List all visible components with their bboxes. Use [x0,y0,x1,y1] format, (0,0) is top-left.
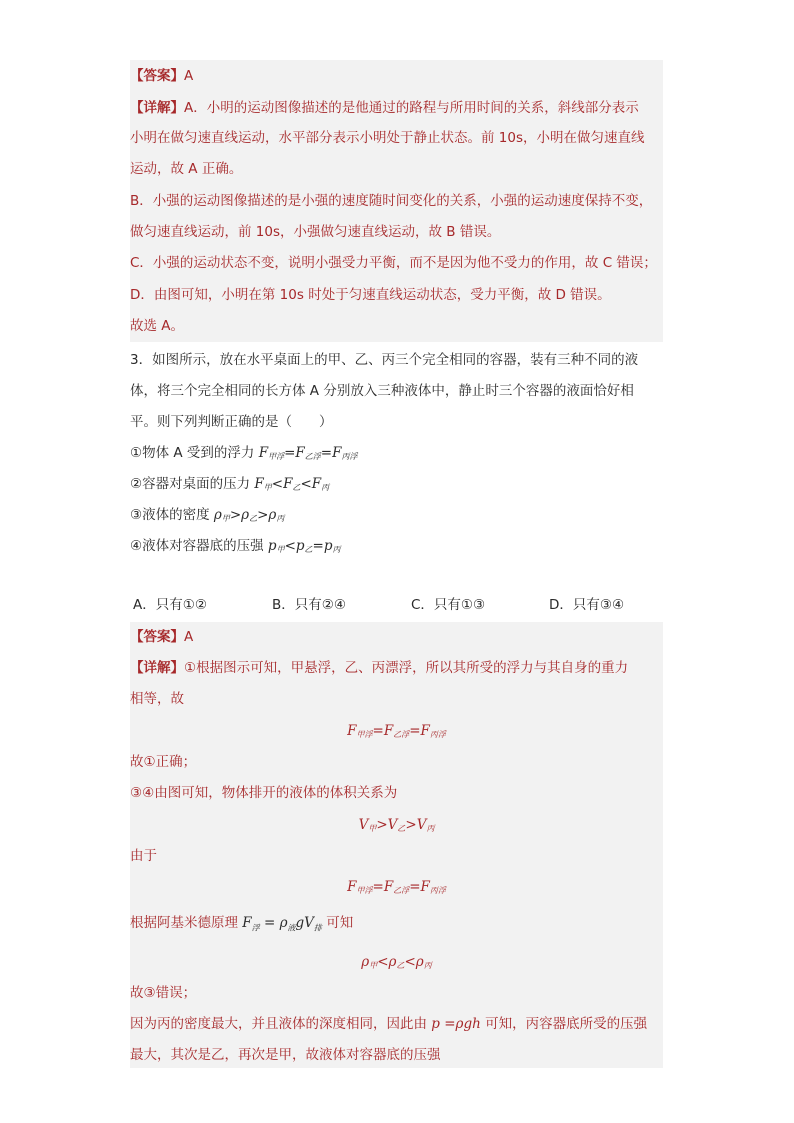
sym: ρ [388,954,397,970]
detail-line-7: D．由图可知，小明在第 10s 时处于匀速直线运动状态，受力平衡，故 D 错误。 [130,287,611,303]
op: > [229,507,242,523]
sub: 甲 [263,483,272,492]
sym: ρ [279,915,288,931]
op: > [405,817,417,833]
sub: 丙浮 [341,452,358,461]
detail-line-1 [130,98,639,118]
sub: 丙 [321,483,330,492]
sub: 乙浮 [393,886,410,895]
option-a[interactable]: A．只有①② [133,597,207,613]
sub: 丙 [276,514,285,523]
statement-4 [130,536,341,560]
sym: V [387,817,398,833]
sym: F [420,879,430,895]
sub: 浮 [251,923,260,933]
sub: 乙 [304,545,313,554]
sym: F [254,476,264,492]
detail-text-8a: 因为丙的密度最大，并且液体的深度相同，因此由 [130,1016,432,1032]
sub: 丙 [423,961,432,970]
sub: 乙浮 [393,730,410,739]
sym: p [323,538,333,554]
op: < [271,476,284,492]
sub: 丙 [426,824,435,833]
detail-text-6b: 可知 [321,915,354,931]
detail-line-4: B．小强的运动图像描述的是小强的速度随时间变化的关系，小强的运动速度保持不变， [130,193,653,209]
detail-text-8b: 可知，丙容器底所受的压强 [480,1016,648,1032]
statement-3-text: ③液体的密度 [130,507,214,523]
sym: ρ [213,507,222,523]
sym: F [311,476,322,492]
sub: 丙 [332,545,341,554]
op: = [409,723,421,739]
detail-line-4: ③④由图可知，物体排开的液体的体积关系为 [130,785,398,801]
detail-text-1: ①根据图示可知，甲悬浮，乙、丙漂浮，所以其所受的浮力与其自身的重力 [184,660,629,676]
answer-tag: 【答案】 [130,629,184,645]
formula-density [130,952,663,976]
sym: g [295,915,305,931]
answer-line [130,627,193,647]
sub: 乙 [396,961,405,970]
sub: 甲浮 [356,886,373,895]
op: > [257,507,269,523]
sym: ρ [415,954,424,970]
sym: F [383,879,394,895]
answer-block-2 [130,60,663,342]
sym: F [258,445,269,461]
sym: F [347,723,357,739]
op: < [284,538,296,554]
sym: ρ [361,954,370,970]
sub: 甲 [276,545,285,554]
sub: 乙浮 [304,452,321,461]
question-line-2: 体，将三个完全相同的长方体 A 分别放入三种液体中，静止时三个容器的液面恰好相 [130,383,634,399]
detail-line-3: 故①正确； [130,754,197,770]
option-b[interactable]: B．只有②④ [272,597,346,613]
answer-value: A [184,629,194,645]
op: = [320,445,333,461]
answer-value: A [184,68,194,84]
detail-line-3: 运动，故 A 正确。 [130,161,243,177]
statement-1-text: ①物体 A 受到的浮力 [130,445,259,461]
op: = [312,538,324,554]
formula-buoyancy-2 [130,877,663,901]
detail-line-7: 故③错误； [130,985,197,1001]
sym: F [383,723,394,739]
detail-line-8 [130,1014,647,1034]
pressure-formula: p =ρgh [431,1016,481,1032]
sub: 甲 [221,514,230,523]
sub: 甲 [368,824,377,833]
archimedes-formula: $F_浮 = \rho_液gV_排$ [242,915,322,933]
detail-tag: 【详解】 [130,100,184,116]
option-d[interactable]: D．只有③④ [549,597,625,613]
detail-text-1: A．小明的运动图像描述的是他通过的路程与所用时间的关系，斜线部分表示 [184,100,639,116]
sym: F [332,445,342,461]
op: = [372,723,384,739]
sub: 乙 [292,483,301,492]
sym: ρ [268,507,277,523]
detail-line-6 [130,913,353,939]
statement-1 [130,443,357,467]
detail-tag: 【详解】 [130,660,184,676]
sub: 液 [287,923,296,933]
sub: 乙 [249,514,258,523]
detail-line-6: C．小强的运动状态不变，说明小强受力平衡，而不是因为他不受力的作用，故 C 错误； [130,255,657,271]
sym: V [416,817,427,833]
detail-line-5: 由于 [130,848,157,864]
sym: ρ [241,507,250,523]
sub: 甲浮 [356,730,373,739]
answer-tag: 【答案】 [130,68,184,84]
sym: F [242,915,252,931]
formula-volume [130,815,663,839]
detail-line-1 [130,658,628,678]
detail-line-2: 小明在做匀速直线运动，水平部分表示小明处于静止状态。前 10s，小明在做匀速直线 [130,130,645,146]
statement-2 [130,474,329,498]
detail-line-8: 故选 A。 [130,318,185,334]
detail-line-9: 最大，其次是乙，再次是甲，故液体对容器底的压强 [130,1047,441,1063]
question-line-1: 3．如图所示，放在水平桌面上的甲、乙、丙三个完全相同的容器，装有三种不同的液 [130,352,639,368]
sym: F [295,445,305,461]
detail-text-6a: 根据阿基米德原理 [130,915,243,931]
op: = [372,879,384,895]
statement-2-text: ②容器对桌面的压力 [130,476,255,492]
sym: F [420,723,430,739]
op: > [376,817,388,833]
sub: 乙 [397,824,406,833]
sym: p [267,538,277,554]
formula-buoyancy-1 [130,721,663,745]
statement-4-text: ④液体对容器底的压强 [130,538,268,554]
op: < [377,954,389,970]
option-c[interactable]: C．只有①③ [411,597,486,613]
sym: V [358,817,369,833]
op: = [284,445,296,461]
sym: F [283,476,293,492]
sym: p [295,538,305,554]
detail-line-5: 做匀速直线运动，前 10s，小强做匀速直线运动，故 B 错误。 [130,224,501,240]
sub: 排 [313,923,322,933]
op: < [300,476,312,492]
detail-line-2: 相等，故 [130,691,184,707]
op: < [404,954,416,970]
answer-line [130,66,193,86]
sub: 甲 [369,961,378,970]
sub: 甲浮 [268,452,285,461]
statement-3 [130,505,284,529]
answer-block-3 [130,622,663,1068]
op: = [409,879,421,895]
sub: 丙浮 [429,886,446,895]
sym: F [347,879,357,895]
question-line-3: 平。则下列判断正确的是（ ） [130,414,333,430]
sym: V [304,915,314,931]
sub: 丙浮 [429,730,446,739]
